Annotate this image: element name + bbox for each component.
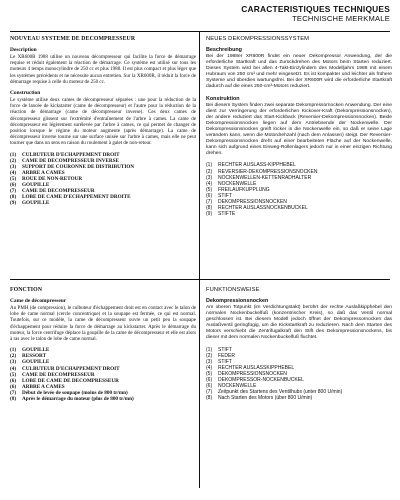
- description-heading: Description: [10, 47, 37, 53]
- item-number: (3): [206, 174, 213, 181]
- item-text: DEKOMPRESSOR-NOCKENBUCKEL: [218, 377, 304, 384]
- item-text: NOCKENWELLE: [218, 180, 257, 187]
- header-title-de: TECHNISCHE MERKMALE: [292, 14, 390, 23]
- description-text: Bei der 1988er XR600R findet ein neuer Dekompressor Anwendung, der die erforderliche Startkraft und das Zurückdrehen des Motors beim Starten reduziert. Dieses System wird bei allen 4-Takt-Einzylindern des Modelljahrs 1988 mit einem Hubraum von 250 cm³ und mehr eingesetzt. Es ist kompakter und leichter als frühere Systeme und überdies wartungsfrei. Bei der XR600R wird die erforderliche Startkraft dadurch auf die eines 250-cm³-Motors reduziert.: [206, 54, 392, 90]
- list-item: [10, 396, 196, 402]
- item-text: Début de levée de soupape (moins de 800 tr/mn): [22, 389, 128, 396]
- section-function-de: [206, 287, 392, 401]
- item-number: (7): [206, 198, 213, 205]
- item-number: (9): [10, 200, 17, 207]
- list-item: [206, 395, 392, 401]
- item-text: CAME DE DECOMPRESSEUR INVERSE: [22, 157, 119, 164]
- item-number: (1): [10, 151, 17, 158]
- description-text: Le XR600R 1988 utilise un nouveau décompresseur qui facilite la force de démarrage requise et réduit également la réaction de démarrage. Ce système est utilisé sur tous les moteurs 4 temps monocylindre de 250 cc et plus 1988. Il est plus compact et plus léger que les systèmes précédents et ne nécessite aucun entretien. Sur la XR600R, il réduit la force de démarrage requise à celle du moteur de 250 cc.: [10, 54, 196, 85]
- item-text: FREILAUFKUPPLUNG: [218, 186, 270, 193]
- item-text: RECHTER AUSLASSNOCKENBUCKEL: [218, 205, 308, 212]
- item-text: FEDER: [218, 352, 235, 359]
- item-number: (4): [206, 180, 213, 187]
- item-number: (1): [206, 162, 213, 169]
- list-item: [206, 211, 392, 217]
- item-text: REVERSIER-DEKOMPRESSIONSNOCKEN: [218, 168, 318, 175]
- item-number: (6): [10, 383, 17, 390]
- item-number: (7): [10, 188, 17, 195]
- page-header: [241, 4, 390, 23]
- item-number: (1): [206, 346, 213, 353]
- item-number: (6): [206, 377, 213, 384]
- item-number: (2): [206, 352, 213, 359]
- section-title: NOUVEAU SYSTEME DE DECOMPRESSEUR: [10, 36, 136, 42]
- item-number: (3): [206, 358, 213, 365]
- section-title: NEUES DEKOMPRESSIONSSYSTEM: [206, 36, 310, 42]
- sub-heading: Dekompressionsnocken: [206, 298, 269, 304]
- item-number: (4): [10, 169, 17, 176]
- parts-list: [10, 347, 196, 402]
- sub-heading: Came de décompresseur: [10, 298, 67, 304]
- item-number: (6): [206, 192, 213, 199]
- item-text: NOCKENWELLEN-KETTENRADHALTER: [218, 174, 312, 181]
- item-text: STIFT: [218, 358, 232, 365]
- item-text: RECHTER AUSLASS-KIPPHEBEL: [218, 162, 296, 169]
- item-number: (2): [206, 168, 213, 175]
- list-item: [10, 200, 196, 206]
- item-text: STIFT: [218, 346, 232, 353]
- parts-list: [206, 162, 392, 217]
- construction-heading: Construction: [10, 90, 41, 97]
- function-text: Au PMH (de compression), le culbuteur d'échappement droit est en contact avec le talon de lobe de came normal (cercle concentrique) et la soupape est fermée, ce qui est normal. Toutefois, sur ce modèle, la came de décompresseur ouvre un petit peu la soupape d'échappement pour réduire la force de démarrage au kickstarter. Après le démarrage du moteur, la force centrifuge déplace la goupille de la came de décompresseur et elle est alors à ras avec le talon de lobe de came normal.: [10, 305, 196, 343]
- item-text: GOUPILLE: [22, 182, 50, 189]
- item-text: ARBRE A CAMES: [22, 169, 65, 176]
- header-rule: [10, 31, 390, 32]
- item-text: SUPPORT DE COURONNE DE DISTRIBUTION: [22, 163, 135, 170]
- item-text: CULBUTEUR D'ECHAPPEMENT DROIT: [22, 151, 120, 158]
- section-title: FONCTION: [10, 287, 43, 293]
- item-text: DEKOMPRESSIONSNOCKEN: [218, 198, 287, 205]
- section-divider: [10, 279, 390, 280]
- item-number: (3): [10, 359, 17, 366]
- item-text: CAME DE DECOMPRESSEUR: [22, 188, 95, 195]
- item-number: (5): [206, 370, 213, 377]
- item-number: (7): [10, 389, 17, 396]
- section-decompressor-fr: [10, 36, 196, 206]
- section-title: FUNKTIONSWEISE: [206, 287, 260, 293]
- item-text: NOCKENWELLE: [218, 383, 257, 390]
- item-text: ROUE DE NON-RETOUR: [22, 176, 83, 183]
- item-number: (5): [10, 176, 17, 183]
- section-function-fr: [10, 287, 196, 402]
- item-text: GOUPILLE: [22, 359, 50, 366]
- item-number: (2): [10, 353, 17, 360]
- item-number: (5): [10, 371, 17, 378]
- parts-list: [206, 347, 392, 402]
- item-number: (8): [10, 194, 17, 201]
- construction-heading: Konstruktion: [206, 95, 240, 102]
- item-number: (4): [10, 365, 17, 372]
- item-text: STIFT: [218, 192, 232, 199]
- item-text: GOUPILLE: [22, 200, 50, 207]
- item-number: (6): [206, 383, 213, 390]
- item-text: DEKOMPRESSIONSNOCKEN: [218, 370, 287, 377]
- item-number: (9): [206, 211, 213, 218]
- item-number: (1): [10, 347, 17, 354]
- description-heading: Beschreibung: [206, 47, 242, 53]
- parts-list: [10, 152, 196, 207]
- item-text: Zeitpunkt des Startens des Ventilhubs (unter 800 U/min): [218, 389, 343, 396]
- item-text: CAME DE DECOMPRESSEUR: [22, 371, 95, 378]
- item-number: (6): [10, 182, 17, 189]
- construction-text: Bei diesem System finden zwei separate Dekompressornocken Anwendung. Der eine dient zur Verringerung der erforderlichen Kickover-Kraft (Dekompressionsnocken), der andere reduziert das Start-Kickback (Reversier-Dekompressionsnocken). Beide Dekompressionsnocken liegen auf dem Antriebsende der Nockenwelle. Der Dekompressionsnocken greift locker in die Nockenwelle ein, so daß er seine Lage verändern kann, wenn die Motordrehzahl (nach dem Anlassen) steigt. Der Reversier-Dekompressionsnocken dreht auf einer bearbeiteten Fläche auf der Nockenwelle, kann sich aufgrund eines Einweg-Rollenlagers jedoch nur in einer einzigen Richtung drehen.: [206, 102, 392, 157]
- item-text: Après le démarrage du moteur (plus de 800 tr/mn): [22, 395, 134, 402]
- header-title-fr: CARACTERISTIQUES TECHNIQUES: [241, 4, 390, 14]
- item-text: STIFTE: [218, 211, 236, 218]
- item-text: RESSORT: [22, 353, 47, 360]
- item-text: CULBUTEUR D'ECHAPPEMENT DROIT: [22, 365, 120, 372]
- item-text: Nach Starten des Motors (über 800 U/min): [218, 395, 313, 402]
- item-text: RECHTER AUSLASSKIPPHEBEL: [218, 364, 295, 371]
- item-number: (7): [206, 389, 213, 396]
- item-text: LOBE DE CAME D'ECHAPPEMENT DROITE: [22, 194, 131, 201]
- item-number: (8): [206, 205, 213, 212]
- item-text: ARBRE A CAMES: [22, 383, 65, 390]
- item-number: (8): [10, 395, 17, 402]
- item-number: (4): [206, 364, 213, 371]
- function-text: Am oberen Totpunkt (im Verdichtungstakt) berührt der rechte Auslaßkipphebel den normalen Nockenbuckelfuß (konzentrischer Kreis), so daß das Ventil normal geschlossen ist. Bei diesem Modell jedoch öffnet der Dekompressornocken das Auslaßventil geringfügig, um die Kickstartkraft zu reduzieren. Nach dem Starten des Motors verschiebt die Zentrifugalkraft den Stift des Dekompressionsnockens, bis dieser mit dem normalen Nockenbuckelfuß fluchtet.: [206, 305, 392, 341]
- item-number: (3): [10, 163, 17, 170]
- item-number: (5): [206, 186, 213, 193]
- item-text: LOBE DE CAME DE DECOMPRESSEUR: [22, 377, 119, 384]
- column-divider: [199, 31, 200, 488]
- item-number: (8): [206, 395, 213, 402]
- item-number: (2): [10, 157, 17, 164]
- item-number: (6): [10, 377, 17, 384]
- item-text: GOUPILLE: [22, 347, 50, 354]
- construction-text: Le système utilise deux cames de décompresseur séparées : une pour la réduction de la force de lancée de kickstarter (came de décompresseur) et l'autre pour la réduction de la réaction de démarrage (came de décompresseur inverse). Ces deux cames de décompresseur glissent sur l'extrémité d'entraînement de l'arbre à cames. La came de décompresseur est légèrement surélevée par l'arbre à cames, ce qui permet de changer de position lorsque le régime du moteur augmente (après démarrage). La came de décompresseur inverse tourne sur une surface unisée sur l'arbre à cames, mais elle ne peut tourner que dans un sens en raison du roulement à galet de non-retour.: [10, 97, 196, 147]
- section-decompressor-de: [206, 36, 392, 217]
